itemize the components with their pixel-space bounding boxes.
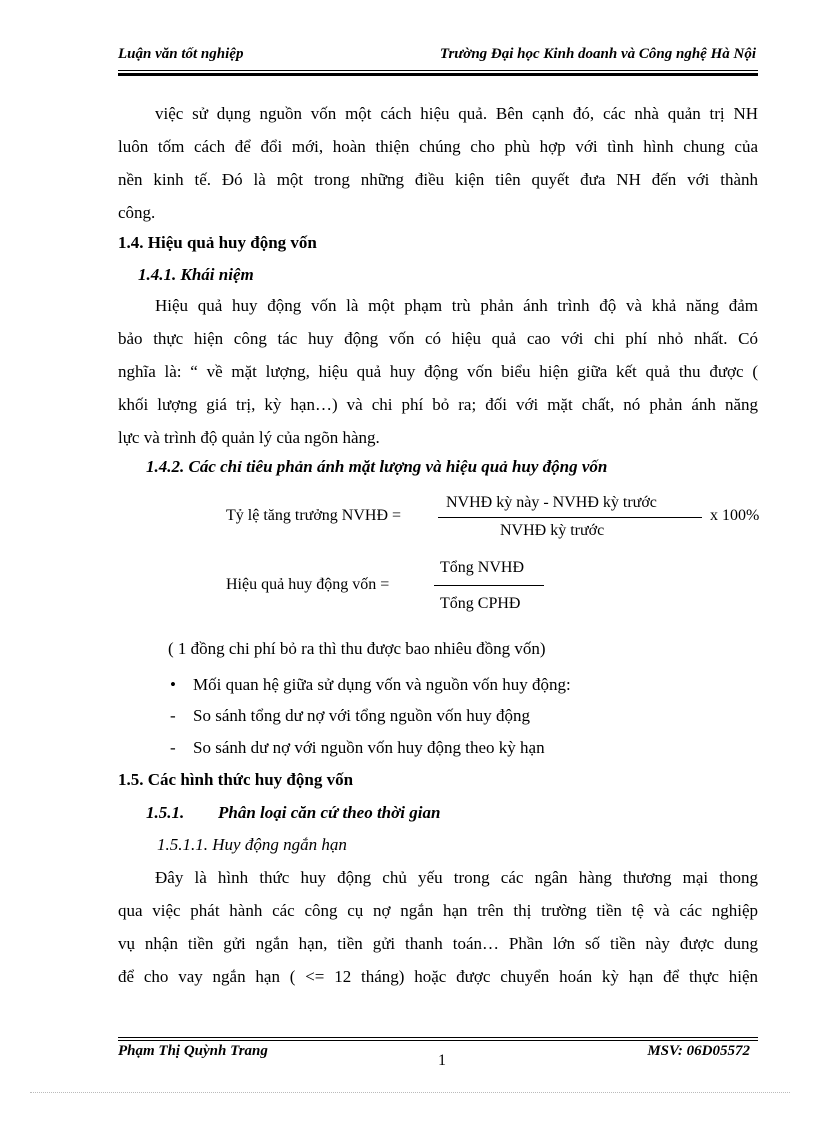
dash-icon: - xyxy=(170,706,176,725)
intro-line: công. xyxy=(118,203,156,222)
short-term-line: vụ nhận tiền gửi ngắn hạn, tiền gửi thanh toán… Phần lớn số tiền này được dung xyxy=(118,934,758,953)
footer-student-id: MSV: 06D05572 xyxy=(647,1043,750,1059)
formula-efficiency-numerator: Tổng NVHĐ xyxy=(440,559,524,576)
list-dash-item: So sánh tổng dư nợ với tổng nguồn vốn huy động xyxy=(193,706,530,725)
concept-line: khối lượng giá trị, kỳ hạn…) và chi phí bỏ ra; đối với mặt chất, nó phản ánh năng xyxy=(118,395,758,414)
header-divider-thick xyxy=(118,73,758,76)
page-bottom-dotted-line xyxy=(30,1092,790,1093)
header-left: Luận văn tốt nghiệp xyxy=(118,46,244,62)
subsection-heading-1-5-1: Phân loại căn cứ theo thời gian xyxy=(218,803,441,822)
subsection-number-1-5-1: 1.5.1. xyxy=(146,803,185,822)
formula-efficiency-denominator: Tổng CPHĐ xyxy=(440,595,521,612)
concept-line: lực và trình độ quản lý của ngõn hàng. xyxy=(118,428,380,447)
formula-efficiency-fraction-bar xyxy=(434,585,544,586)
intro-line: luôn tốm cách để đổi mới, hoàn thiện chúng cho phù hợp với tình hình chung của xyxy=(118,137,758,156)
footer-author: Phạm Thị Quỳnh Trang xyxy=(118,1043,268,1059)
subsection-heading-1-4-1: 1.4.1. Khái niệm xyxy=(138,265,254,284)
bullet-icon: • xyxy=(170,675,176,694)
page-number: 1 xyxy=(438,1052,446,1069)
header-right: Trường Đại học Kinh doanh và Công nghệ Hà Nội xyxy=(439,46,756,62)
footer-divider xyxy=(118,1037,758,1038)
concept-line: nghĩa là: “ về mặt lượng, hiệu quả huy động vốn biểu hiện giữa kết quả thu được ( xyxy=(118,362,758,381)
formula-efficiency-lhs: Hiệu quả huy động vốn = xyxy=(226,576,390,593)
formula-growth-suffix: x 100% xyxy=(710,507,760,524)
subsection-heading-1-4-2: 1.4.2. Các chỉ tiêu phản ánh mặt lượng và hiệu quả huy động vốn xyxy=(146,457,608,476)
section-heading-1-5: 1.5. Các hình thức huy động vốn xyxy=(118,770,354,789)
short-term-line: để cho vay ngắn hạn ( <= 12 tháng) hoặc được chuyển hoán kỳ hạn để thực hiện xyxy=(118,967,758,986)
formula-growth-fraction-bar xyxy=(438,517,702,518)
short-term-line: Đây là hình thức huy động chủ yếu trong các ngân hàng thương mại thong xyxy=(155,868,758,887)
formula-growth-denominator: NVHĐ kỳ trước xyxy=(500,522,605,539)
subsubsection-heading-1-5-1-1: 1.5.1.1. Huy động ngắn hạn xyxy=(157,835,347,854)
formula-growth-numerator: NVHĐ kỳ này - NVHĐ kỳ trước xyxy=(446,494,657,511)
formula-growth-lhs: Tỷ lệ tăng trưởng NVHĐ = xyxy=(226,507,402,524)
header-divider xyxy=(118,70,758,71)
formula-note: ( 1 đồng chi phí bỏ ra thì thu được bao nhiêu đồng vốn) xyxy=(168,639,546,658)
section-heading-1-4: 1.4. Hiệu quả huy động vốn xyxy=(118,233,317,252)
concept-line: Hiệu quả huy động vốn là một phạm trù phản ánh trình độ và khả năng đảm xyxy=(155,296,758,315)
short-term-line: qua việc phát hành các công cụ nợ ngắn hạn trên thị trường tiền tệ và các nghiệp xyxy=(118,901,758,920)
concept-line: bảo thực hiện công tác huy động vốn có hiệu quả cao với chi phí nhỏ nhất. Có xyxy=(118,329,758,348)
footer-divider-thin xyxy=(118,1040,758,1041)
list-bullet-text: Mối quan hệ giữa sử dụng vốn và nguồn vốn huy động: xyxy=(193,675,571,694)
list-dash-item: So sánh dư nợ với nguồn vốn huy động theo kỳ hạn xyxy=(193,738,545,757)
intro-line: việc sử dụng nguồn vốn một cách hiệu quả. Bên cạnh đó, các nhà quản trị NH xyxy=(155,104,758,123)
dash-icon: - xyxy=(170,738,176,757)
intro-line: nền kinh tế. Đó là một trong những điều kiện tiên quyết đưa NH đến với thành xyxy=(118,170,758,189)
